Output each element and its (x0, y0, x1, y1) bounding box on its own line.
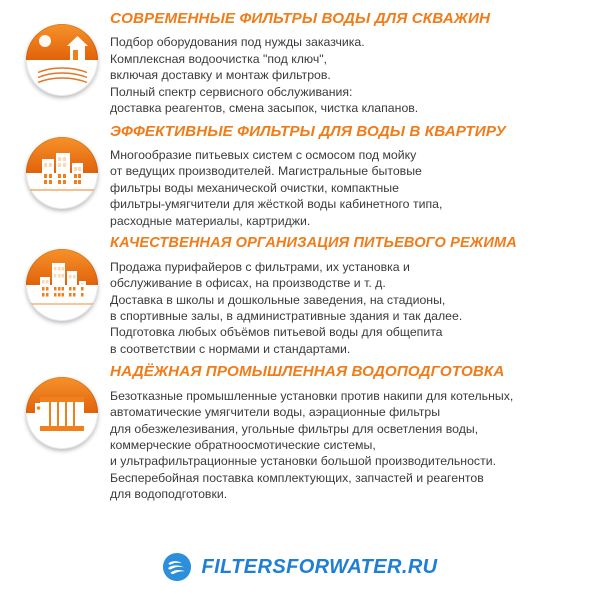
text-column (110, 123, 586, 230)
section-body (110, 147, 580, 229)
body-line: Комплексная водоочистка "под ключ", (110, 51, 328, 66)
body-line: доставка реагентов, смена засыпок, чистка клапанов. (110, 101, 419, 116)
section-industrial (14, 363, 586, 502)
body-line: и ультрафильтрационные установки большой производительности. (110, 454, 496, 469)
body-line: от ведущих производителей. Магистральные бытовые (110, 164, 422, 179)
icon-column (14, 363, 110, 449)
footer-brand[interactable] (0, 552, 600, 582)
body-line: фильтры-умягчители для жёсткой воды кабинетного типа, (110, 197, 443, 212)
section-wells (14, 10, 586, 117)
body-line: обслуживание в офисах, на производстве и т. д. (110, 276, 386, 291)
body-line: Бесперебойная поставка комплектующих, запчастей и реагентов (110, 470, 484, 485)
body-line: фильтры воды механической очистки, компактные (110, 180, 399, 195)
text-column (110, 363, 586, 502)
section-title: КАЧЕСТВЕННАЯ ОРГАНИЗАЦИЯ ПИТЬЕВОГО РЕЖИМА (110, 235, 517, 251)
water-swirl-logo-icon (162, 552, 192, 582)
section-title: НАДЁЖНАЯ ПРОМЫШЛЕННАЯ ВОДОПОДГОТОВКА (110, 363, 505, 381)
icon-column (14, 235, 110, 321)
text-column (110, 10, 586, 117)
water-well-field-icon (26, 24, 98, 96)
body-line: Доставка в школы и дошкольные заведения, на стадионы, (110, 292, 446, 307)
body-line: для обезжелезивания, угольные фильтры для осветления воды, (110, 421, 479, 436)
body-line: Подбор оборудования под нужды заказчика. (110, 35, 365, 50)
text-column (110, 235, 586, 357)
section-apartment (14, 123, 586, 230)
section-title: ЭФФЕКТИВНЫЕ ФИЛЬТРЫ ДЛЯ ВОДЫ В КВАРТИРУ (110, 122, 506, 140)
section-body (110, 259, 580, 357)
brand-name: FILTERSFORWATER.RU (201, 555, 438, 578)
body-line: Безотказные промышленные установки против накипи для котельных, (110, 388, 514, 403)
body-line: в спортивные залы, в административные здания и так далее. (110, 309, 463, 323)
icon-column (14, 10, 110, 96)
section-drinking-regime (14, 235, 586, 357)
body-line: Продажа пурифайеров с фильтрами, их установка и (110, 259, 410, 274)
section-title: СОВРЕМЕННЫЕ ФИЛЬТРЫ ВОДЫ ДЛЯ СКВАЖИН (110, 10, 491, 27)
body-line: коммерческие обратноосмотические системы, (110, 437, 376, 452)
office-towers-icon (26, 249, 98, 321)
apartment-building-icon (26, 137, 98, 209)
section-body (110, 388, 580, 503)
section-body (110, 34, 580, 116)
body-line: Полный спектр сервисного обслуживания: (110, 84, 353, 99)
body-line: автоматические умягчители воды, аэрационные фильтры (110, 405, 441, 420)
body-line: Многообразие питьевых систем с осмосом под мойку (110, 147, 417, 162)
industrial-filter-bank-icon (26, 377, 98, 449)
body-line: в соответствии с нормами и стандартами. (110, 341, 351, 356)
icon-column (14, 123, 110, 209)
body-line: расходные материалы, картриджи. (110, 213, 311, 228)
body-line: Подготовка любых объёмов питьевой воды для общепита (110, 325, 443, 340)
body-line: включая доставку и монтаж фильтров. (110, 68, 331, 83)
body-line: для водоподготовки. (110, 487, 228, 502)
